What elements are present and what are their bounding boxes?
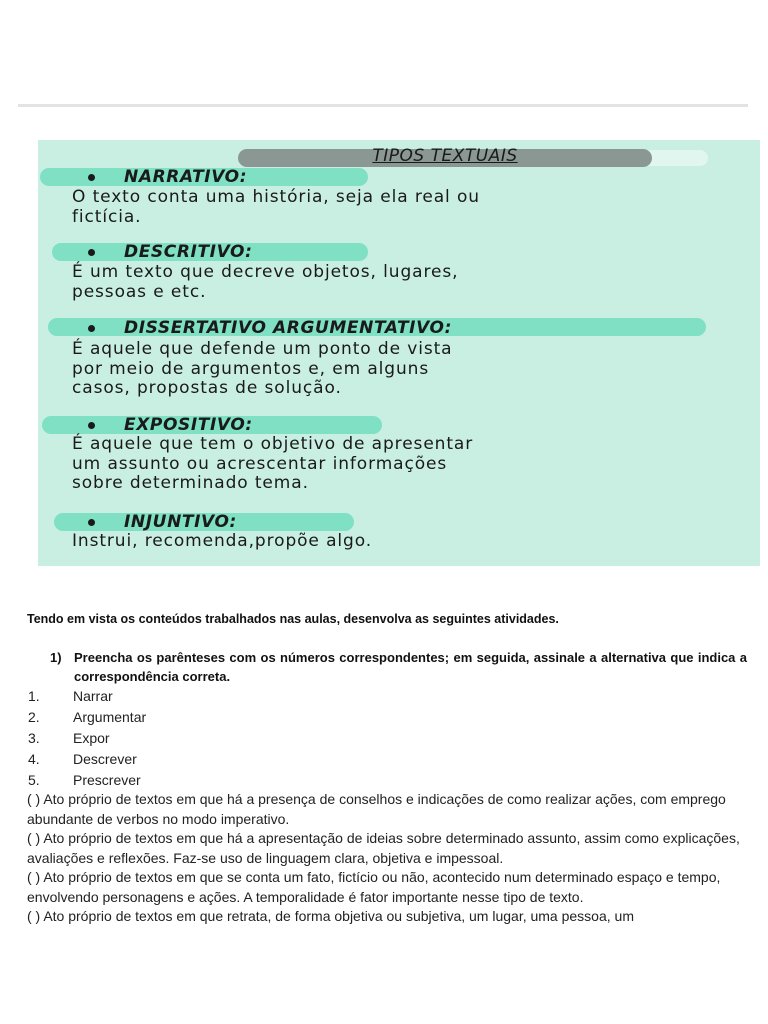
statement-item: ( ) Ato próprio de textos em que retrata, de forma objetiva ou subjetiva, um lugar, uma pessoa, um xyxy=(27,908,634,924)
top-divider xyxy=(18,104,748,107)
option-number: 1. xyxy=(28,688,40,704)
question-number: 1) xyxy=(50,650,62,665)
option-label: Argumentar xyxy=(73,709,147,725)
question-1 xyxy=(50,648,747,686)
option-label: Descrever xyxy=(73,751,137,767)
type-description-injuntivo: Instrui, recomenda,propõe algo. xyxy=(72,531,373,551)
option-number: 2. xyxy=(28,709,40,725)
option-label: Prescrever xyxy=(73,772,141,788)
type-label-injuntivo: INJUNTIVO: xyxy=(124,512,237,532)
type-label-dissertativo: DISSERTATIVO ARGUMENTATIVO: xyxy=(124,318,453,338)
statement-item: ( ) Ato próprio de textos em que se conta um fato, fictício ou não, acontecido num determinado espaço e tempo, envolvendo personagens e ações. A temporalidade é fator importante nesse tipo de texto. xyxy=(27,869,721,905)
type-description-descritivo: É um texto que decreve objetos, lugares, pessoas e etc. xyxy=(72,262,459,302)
type-label-descritivo: DESCRITIVO: xyxy=(124,242,253,262)
type-label-expositivo: EXPOSITIVO: xyxy=(124,415,253,435)
option-label: Expor xyxy=(73,730,110,746)
question-text: Preencha os parênteses com os números correspondentes; em seguida, assinale a alternativa que indica a correspondência correta. xyxy=(74,650,747,684)
bullet-icon xyxy=(88,422,95,429)
type-description-narrativo: O texto conta uma história, seja ela real ou fictícia. xyxy=(72,187,480,227)
bullet-icon xyxy=(88,249,95,256)
statement-item: ( ) Ato próprio de textos em que há a presença de conselhos e indicações de como realizar ações, com emprego abundante de verbos no modo imperativo. xyxy=(27,791,726,827)
type-description-expositivo: É aquele que tem o objetivo de apresentar um assunto ou acrescentar informações sobre determinado tema. xyxy=(72,434,474,493)
tipos-textuais-infographic xyxy=(38,140,760,566)
bullet-icon xyxy=(88,174,95,181)
option-number: 3. xyxy=(28,730,40,746)
type-label-narrativo: NARRATIVO: xyxy=(124,167,248,187)
option-number: 4. xyxy=(28,751,40,767)
type-description-dissertativo: É aquele que defende um ponto de vista por meio de argumentos e, em alguns casos, propostas de solução. xyxy=(72,339,453,398)
infographic-title: TIPOS TEXTUAIS xyxy=(372,146,518,166)
statements-list xyxy=(27,790,751,927)
activity-intro: Tendo em vista os conteúdos trabalhados nas aulas, desenvolva as seguintes atividades. xyxy=(27,612,559,626)
statement-item: ( ) Ato próprio de textos em que há a apresentação de ideias sobre determinado assunto, assim como explicações, avaliações e reflexões. Faz-se uso de linguagem clara, objetiva e impessoal. xyxy=(27,830,740,866)
bullet-icon xyxy=(88,325,95,332)
option-label: Narrar xyxy=(73,688,113,704)
option-number: 5. xyxy=(28,772,40,788)
bullet-icon xyxy=(88,519,95,526)
